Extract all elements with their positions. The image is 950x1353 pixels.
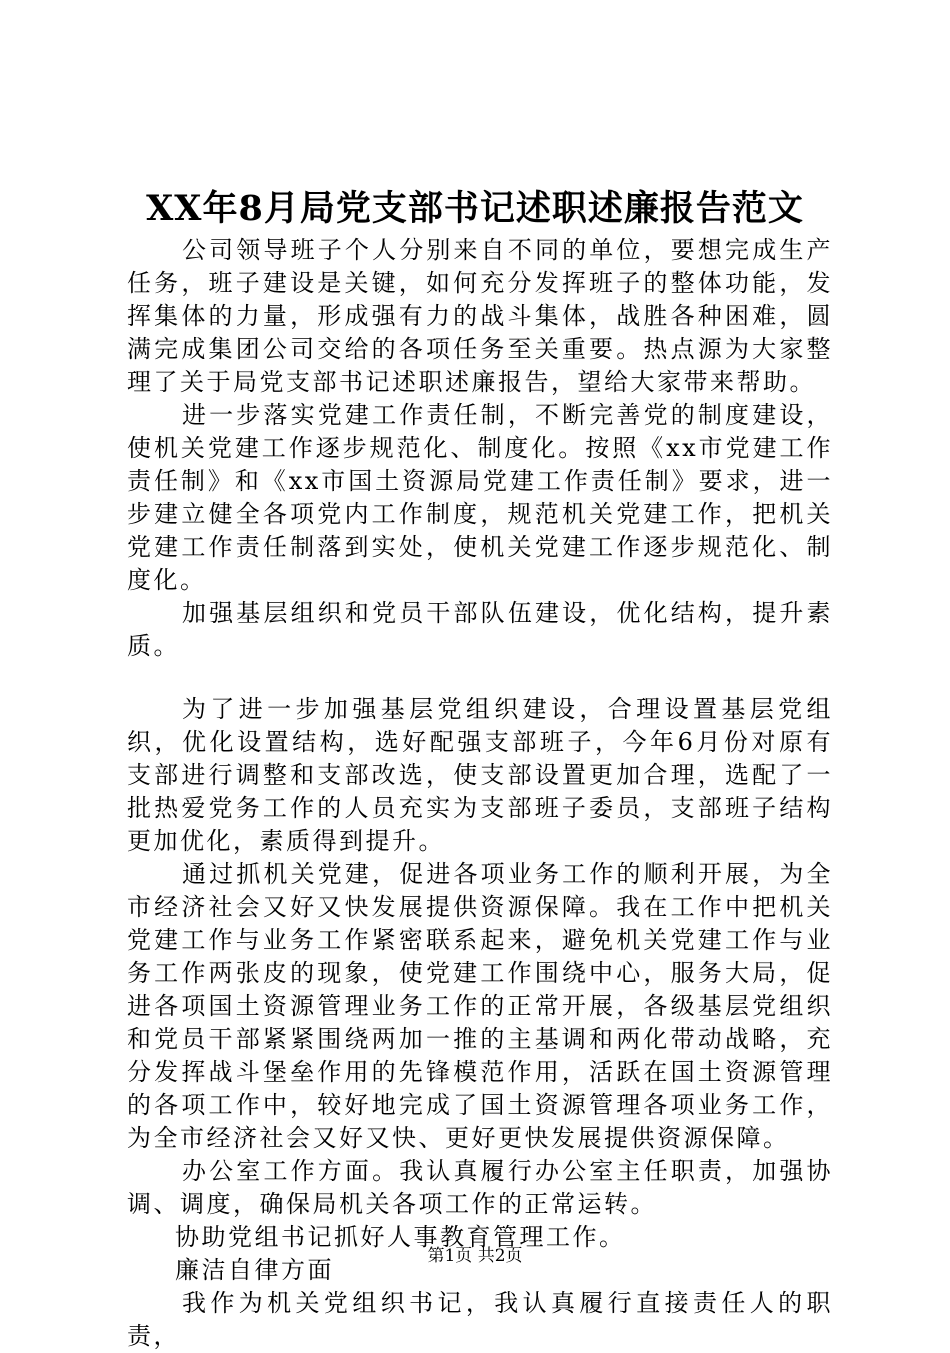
paragraph-office-work: 办公室工作方面。我认真履行办公室主任职责，加强协调、调度，确保局机关各项工作的正常运转。 (127, 1157, 833, 1218)
paragraph-party-building-responsibility: 进一步落实党建工作责任制，不断完善党的制度建设，使机关党建工作逐步规范化、制度化。按照《xx市党建工作责任制》和《xx市国土资源局党建工作责任制》要求，进一步建立健全各项党内工作制度，规范机关党建工作，把机关党建工作责任制落到实处，使机关党建工作逐步规范化、制度化。 (127, 401, 833, 594)
paragraph-personnel: 协助党组书记抓好人事教育管理工作。 (175, 1223, 626, 1251)
paragraph-integrity-detail: 我作为机关党组织书记，我认真履行直接责任人的职责， (127, 1289, 833, 1350)
paragraph-grassroots-detail: 为了进一步加强基层党组织建设，合理设置基层党组织，优化设置结构，选好配强支部班子，今年6月份对原有支部进行调整和支部改选，使支部设置更加合理，选配了一批热爱党务工作的人员充实为支部班子委员，支部班子结构更加优化，素质得到提升。 (127, 695, 833, 855)
paragraph-intro: 公司领导班子个人分别来自不同的单位，要想完成生产任务，班子建设是关键，如何充分发挥班子的整体功能，发挥集体的力量，形成强有力的战斗集体，战胜各种困难，圆满完成集团公司交给的各项任务至关重要。热点源为大家整理了关于局党支部书记述职述廉报告，望给大家带来帮助。 (127, 236, 833, 396)
paragraph-integrity-heading: 廉洁自律方面 (175, 1256, 334, 1284)
paragraph-business-work: 通过抓机关党建，促进各项业务工作的顺利开展，为全市经济社会又好又快发展提供资源保障。我在工作中把机关党建工作与业务工作紧密联系起来，避免机关党建工作与业务工作两张皮的现象，使党建工作围绕中心，服务大局，促进各项国土资源管理业务工作的正常开展，各级基层党组织和党员干部紧紧围绕两加一推的主基调和两化带动战略，充分发挥战斗堡垒作用的先锋模范作用，活跃在国土资源管理的各项工作中，较好地完成了国土资源管理各项业务工作，为全市经济社会又好又快、更好更快发展提供资源保障。 (127, 860, 833, 1152)
paragraph-grassroots-heading: 加强基层组织和党员干部队伍建设，优化结构，提升素质。 (127, 599, 833, 660)
paragraph-gap (127, 663, 833, 693)
page-footer: 第1页 共2页 (427, 1246, 523, 1266)
document-title: XX年8月局党支部书记述职述廉报告范文 (146, 188, 804, 229)
document-body (127, 234, 833, 1353)
